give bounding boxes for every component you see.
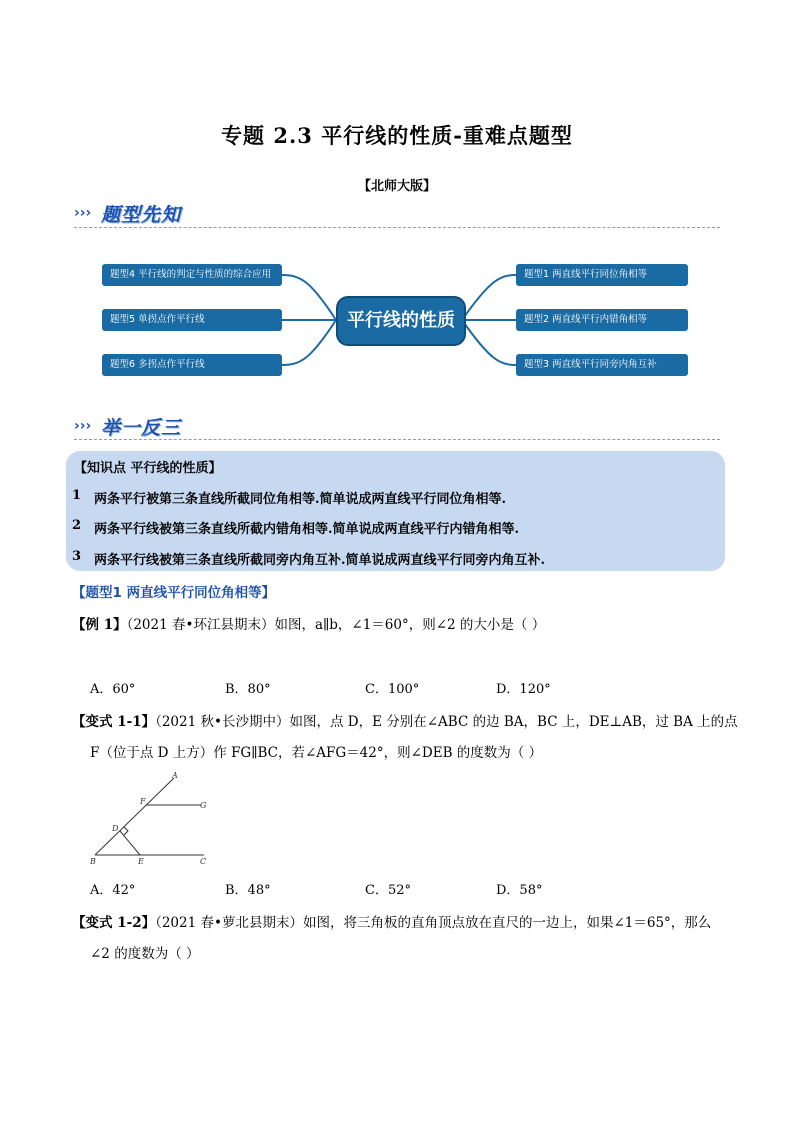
fig-label-e: E [138,857,144,866]
choice-d: D．58° [496,883,543,898]
knowledge-item-num: 1 [72,488,82,503]
banner-arrows-icon: ››› [74,205,92,221]
choice-d: D．120° [496,682,551,697]
example-text-line2: ∠2 的度数为（ ） [90,946,200,962]
section-heading: 【题型1 两直线平行同位角相等】 [72,585,276,601]
mindmap-topic-1: 题型1 两直线平行同位角相等 [516,264,688,286]
banner-arrows-icon: ››› [74,418,92,434]
knowledge-item-text: 两条平行线被第三条直线所截同旁内角互补.简单说成两直线平行同旁内角互补. [94,553,546,568]
page-title: 专题 2.3 平行线的性质-重难点题型 [221,123,573,148]
fig-label-b: B [90,857,96,866]
mindmap-topic-3: 题型3 两直线平行同旁内角互补 [516,354,688,376]
variant-1-1 [72,710,738,730]
example-label: 【变式 1-2】 [72,915,156,931]
fig-label-f: F [140,797,146,806]
fig-label-a: A [172,771,178,780]
knowledge-item-text: 两条平行线被第三条直线所截内错角相等.简单说成两直线平行内错角相等. [94,522,520,537]
section-banner-preview: 题型先知 [101,204,182,226]
choice-b: B．48° [225,883,271,898]
choice-c: C．52° [365,883,411,898]
fig-label-d: D [112,824,119,833]
example-text: （2021 春•萝北县期末）如图，将三角板的直角顶点放在直尺的一边上，如果∠1＝65°，那么 [155,915,712,931]
example-1 [72,613,545,633]
mindmap-center: 平行线的性质 [336,296,466,346]
mindmap-topic-6: 题型6 多拐点作平行线 [102,354,282,376]
mindmap-topic-5: 题型5 单拐点作平行线 [102,309,282,331]
variant-1-2 [72,911,711,931]
example-label: 【变式 1-1】 [72,714,156,730]
mindmap-topic-4: 题型4 平行线的判定与性质的综合应用 [102,264,282,286]
choice-b: B．80° [225,682,271,697]
edition-label: 【北师大版】 [357,179,436,194]
choice-a: A．60° [90,682,136,697]
example-text: （2021 秋•长沙期中）如图，点 D，E 分别在∠ABC 的边 BA，BC 上，DE⊥AB，过 BA 上的点 [155,714,738,730]
fig-label-g: G [200,801,207,810]
divider [74,227,720,228]
fig-label-c: C [200,857,207,866]
knowledge-heading: 【知识点 平行线的性质】 [74,461,222,476]
knowledge-item-text: 两条平行被第三条直线所截同位角相等.简单说成两直线平行同位角相等. [94,492,507,507]
knowledge-item-num: 2 [72,518,82,533]
knowledge-item-num: 3 [72,549,82,564]
divider [74,439,720,440]
choice-c: C．100° [365,682,420,697]
mindmap-topic-2: 题型2 两直线平行内错角相等 [516,309,688,331]
section-banner-practice: 举一反三 [101,417,182,439]
example-text: （2021 春•环江县期末）如图，a∥b，∠1＝60°，则∠2 的大小是（ ） [126,617,546,633]
geometry-figure [86,770,216,866]
example-text-line2: F（位于点 D 上方）作 FG∥BC，若∠AFG＝42°，则∠DEB 的度数为（ ） [90,745,543,761]
choice-a: A．42° [90,883,136,898]
example-label: 【例 1】 [72,617,127,633]
